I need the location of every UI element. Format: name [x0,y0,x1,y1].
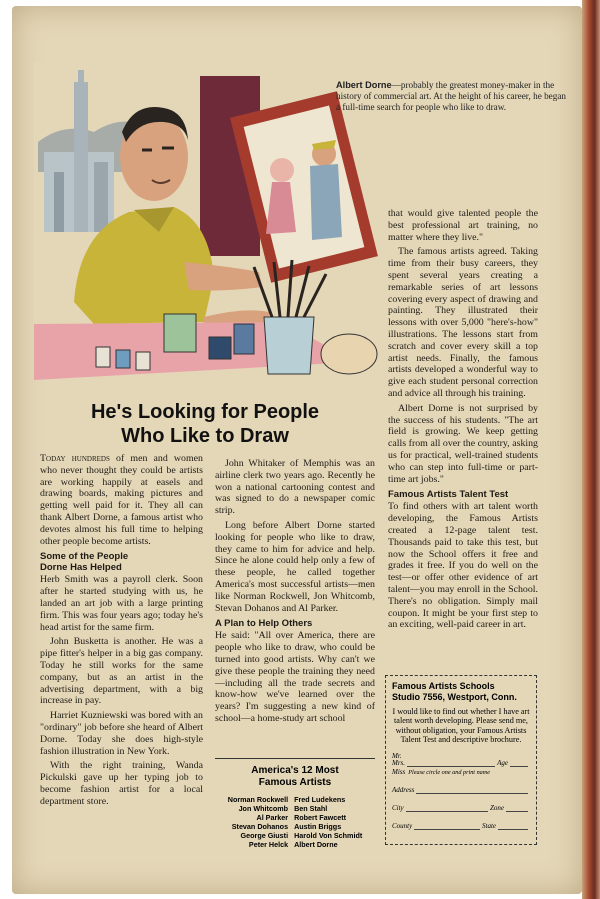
col2-para-1: John Whitaker of Memphis was an airline clerk two years ago. Recently he won a national cartooning contest and was signed to do a newspaper comic strip. [215,458,375,517]
zone-line[interactable] [506,803,528,812]
subhead-people-helped [40,551,203,573]
county-label: County [392,821,413,830]
city-label: City [392,803,404,812]
page-edge-strip [582,0,600,899]
column-3 [388,208,538,634]
artist-row [225,840,365,849]
col1-para-3: John Busketta is another. He was a pipe fitter's helper in a big gas company. Today he still works for the same company, but as an artist in the advertising department, with a big increase in pay. [40,636,203,707]
artist-row [225,804,365,813]
headline-line-2: Who Like to Draw [121,425,289,447]
name-line[interactable] [407,758,495,767]
col1-para-2: Herb Smith was a payroll clerk. Soon after he started studying with us, he landed an art job with a large printing firm. This was four years ago; today he's head artist for the same firm. [40,574,203,633]
county-line[interactable] [414,821,480,830]
headline-line-1: He's Looking for People [90,401,320,423]
col2-para-3: He said: "All over America, there are people who like to draw, who could be turned into good artists. Why can't we give these people the training they need—including all the trade secrets and know-how we've learned over the years? I'm suggesting a new kind of school—a home-study art school [215,630,375,724]
subhead-line-b: Dorne Has Helped [40,562,122,574]
artist-row [225,813,365,822]
artist-name: George Giusti [240,831,289,840]
mr-label: Mr. [392,751,402,760]
column-1 [40,453,203,811]
artist-name: Fred Ludekens [294,795,346,804]
miss-row [392,768,530,776]
column-2 [215,458,375,728]
artist-row [225,795,365,804]
col1-para-5: With the right training, Wanda Pickulski gave up her typing job to become fashion artist for a local department store. [40,760,203,807]
col1-para-4: Harriet Kuzniewski was bored with an "ordinary" job before she heard of Albert Dorne. Today she does high-style fashion illustration in New York. [40,710,203,757]
artist-row [225,831,365,840]
artist-name: Robert Fawcett [294,813,346,822]
mrs-label: Mrs. [392,758,406,767]
artist-row [225,822,365,831]
coupon-school-name: Famous Artists Schools [392,681,495,691]
lead-in: Today hundreds [40,453,110,464]
state-line[interactable] [498,821,528,830]
coupon-body: I would like to find out whether I have art talent worth developing. Please send me, without obligation, your Famous Artists Talent Test and descriptive brochure. [392,707,530,745]
subhead-plan: A Plan to Help Others [215,618,313,630]
artist-name: Jon Whitcomb [238,804,289,813]
age-label: Age [497,758,508,767]
address-row[interactable] [392,785,530,794]
famous-artists-box [215,758,375,855]
col1-para-1-text: of men and women who never thought they could be artists are working happily at easels and drawing boards, making pictures and getting well paid for it. They all can thank Albert Dorne, a famous artist who devotes almost his full time to helping other people become artists. [40,453,203,547]
artist-name: Peter Helck [248,840,289,849]
state-label: State [482,821,496,830]
headline [40,400,370,448]
artist-name: Norman Rockwell [227,795,289,804]
col3-para-3: Albert Dorne is not surprised by the success of his students. "The art field is growing. We keep getting calls from all over the country, asking us for practical, well-trained students who can step into full-time or part-time art jobs." [388,402,538,485]
col3-para-1: that would give talented people the best professional art training, no matter where they live." [388,208,538,243]
artist-name: Stevan Dohanos [231,822,289,831]
artist-name: Ben Stahl [294,804,328,813]
age-line[interactable] [510,758,528,767]
zone-label: Zone [490,803,504,812]
miss-label: Miss [392,767,406,776]
artists-title-b: Famous Artists [258,777,332,788]
col1-para-1 [40,453,203,547]
mail-coupon[interactable] [385,675,537,845]
artists-title [215,765,375,789]
artist-name: Albert Dorne [294,840,338,849]
photo-caption [336,80,566,113]
coupon-address: Studio 7556, Westport, Conn. [392,692,517,702]
artist-name: Al Parker [256,813,289,822]
address-label: Address [392,785,415,794]
col3-para-4: To find others with art talent worth developing, the Famous Artists created a 12-page talent test. Thousands paid to take this test, but now the School offers it free and grades it free. If you do well on the test—or offer other evidence of art talent—you may enroll in the School. There's no obligation. Simply mail coupon. It might be your first step to an exciting, well-paid career in art. [388,501,538,631]
city-line[interactable] [406,803,488,812]
address-line[interactable] [416,785,528,794]
col3-para-2: The famous artists agreed. Taking time from their busy careers, they spent several years creating a remarkable series of art lessons covering every aspect of drawing and painting. They illustrated their lessons with over 5,000 "here's-how" illustrations. The lessons start from scratch and cover every skill a top artist needs. Finally, the famous artists developed a wonderful way to give each student personal correction and advice all through his training. [388,246,538,399]
circle-note: Please circle one and print name [408,768,490,776]
artist-name: Austin Briggs [294,822,342,831]
name-field-row[interactable] [392,753,530,767]
artist-name: Harold Von Schmidt [294,831,363,840]
caption-text: —probably the greatest money-maker in the history of commercial art. At the height of his career, he began a full-time search for people who like to draw. [336,80,567,112]
artists-title-a: America's 12 Most [251,765,339,776]
county-row[interactable] [392,821,530,830]
subhead-talent-test: Famous Artists Talent Test [388,489,509,501]
col2-para-2: Long before Albert Dorne started looking for people who like to draw, they came to him for advice and help. Since he alone could help only a few of these people, he called together America's most successful artists—men like Norman Rockwell, Jon Whitcomb, Stevan Dohanos and Al Parker. [215,519,375,614]
city-row[interactable] [392,803,530,812]
artists-table [225,795,365,849]
caption-name: Albert Dorne [336,80,392,90]
subhead-line-a: Some of the People [40,551,129,563]
